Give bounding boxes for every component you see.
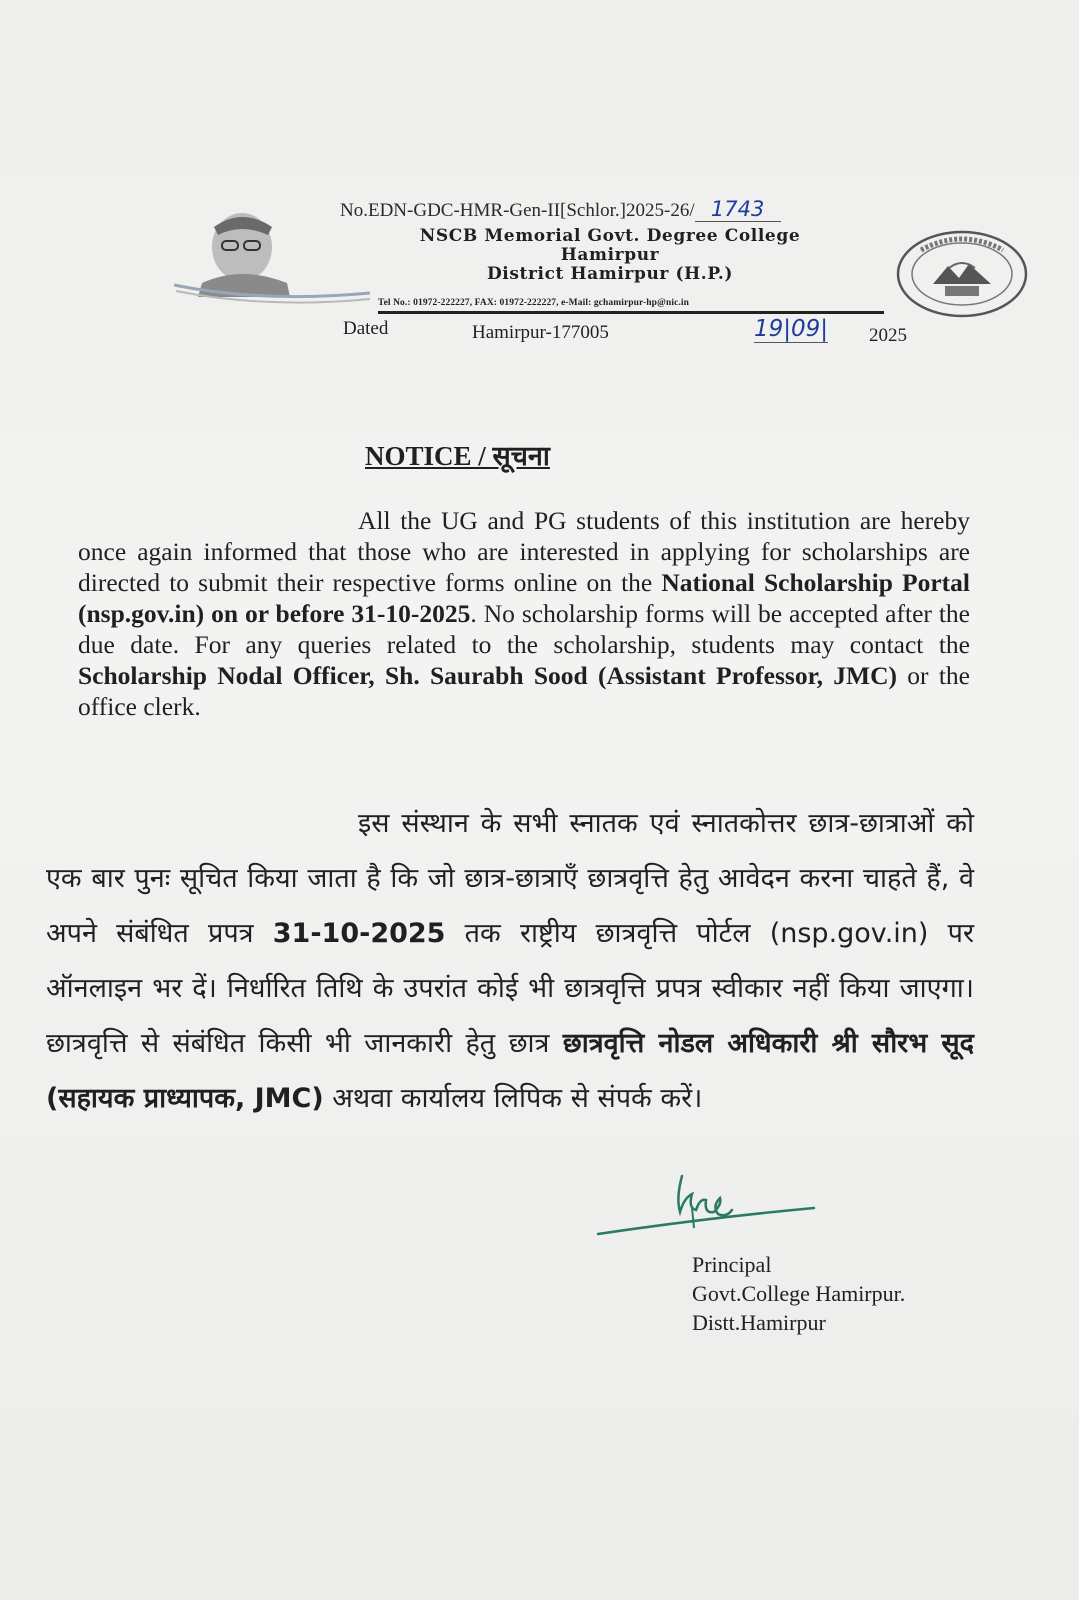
signatory-district: Distt.Hamirpur xyxy=(692,1310,826,1335)
notice-english-paragraph xyxy=(78,505,970,722)
reference-prefix: No.EDN-GDC-HMR-Gen-II[Schlor.]2025-26/ xyxy=(340,200,695,221)
hindi-text-3: अथवा कार्यालय लिपिक से संपर्क करें। xyxy=(323,1083,703,1114)
handwritten-date: 19|09| xyxy=(754,316,829,342)
english-bold-portal-deadline: National Scholarship Portal (nsp.gov.in) on or before 31-10-2025 xyxy=(78,568,970,628)
english-bold-nodal-officer: Scholarship Nodal Officer, Sh. Saurabh Sood (Assistant Professor, JMC) xyxy=(78,661,897,690)
hindi-bold-nodal-officer: छात्रवृत्ति नोडल अधिकारी श्री सौरभ सूद (सहायक प्राध्यापक, JMC) xyxy=(46,1028,975,1114)
english-text-1: All the UG and PG students of this institution are hereby once again informed that those who are interested in applying for scholarships are directed to submit their respective forms online on the xyxy=(78,506,970,597)
college-seal-icon xyxy=(893,228,1031,320)
principal-signature xyxy=(596,1168,836,1248)
date-year: 2025 xyxy=(869,325,907,346)
reference-number xyxy=(340,197,781,222)
contact-line: Tel No.: 01972-222227, FAX: 01972-222227, e-Mail: gchamirpur-hp@nic.in xyxy=(378,298,884,314)
college-name: NSCB Memorial Govt. Degree College xyxy=(419,226,801,246)
hindi-text-2: तक राष्ट्रीय छात्रवृत्ति पोर्टल (nsp.gov.in) पर ऑनलाइन भर दें। निर्धारित तिथि के उपरांत कोई भी छात्रवृत्ति प्रपत्र स्वीकार नहीं किया जाएगा। छात्रवृत्ति से संबंधित किसी भी जानकारी हेतु छात्र xyxy=(46,918,974,1059)
notice-hindi-paragraph xyxy=(46,796,974,1126)
college-city: Hamirpur xyxy=(560,245,660,265)
signatory-block xyxy=(692,1250,905,1337)
place-pincode: Hamirpur-177005 xyxy=(472,322,609,343)
hindi-bold-deadline: 31-10-2025 xyxy=(272,918,446,949)
english-text-2: . No scholarship forms will be accepted after the due date. For any queries related to the scholarship, students may contact the xyxy=(78,599,970,659)
dated-label: Dated xyxy=(343,318,389,339)
college-letterhead xyxy=(338,227,882,284)
signatory-designation: Principal xyxy=(692,1252,772,1277)
english-text-3: or the office clerk. xyxy=(78,661,970,721)
hindi-text-1: इस संस्थान के सभी स्नातक एवं स्नातकोत्तर छात्र-छात्राओं को एक बार पुनः सूचित किया जाता है कि जो छात्र-छात्राएँ छात्रवृत्ति हेतु आवेदन करना चाहते हैं, वे अपने संबंधित प्रपत्र xyxy=(46,808,974,949)
college-district: District Hamirpur (H.P.) xyxy=(486,264,734,284)
signatory-institution: Govt.College Hamirpur. xyxy=(692,1281,906,1306)
reference-number-handwritten: 1743 xyxy=(695,197,781,222)
notice-title: NOTICE / सूचना xyxy=(365,441,550,471)
